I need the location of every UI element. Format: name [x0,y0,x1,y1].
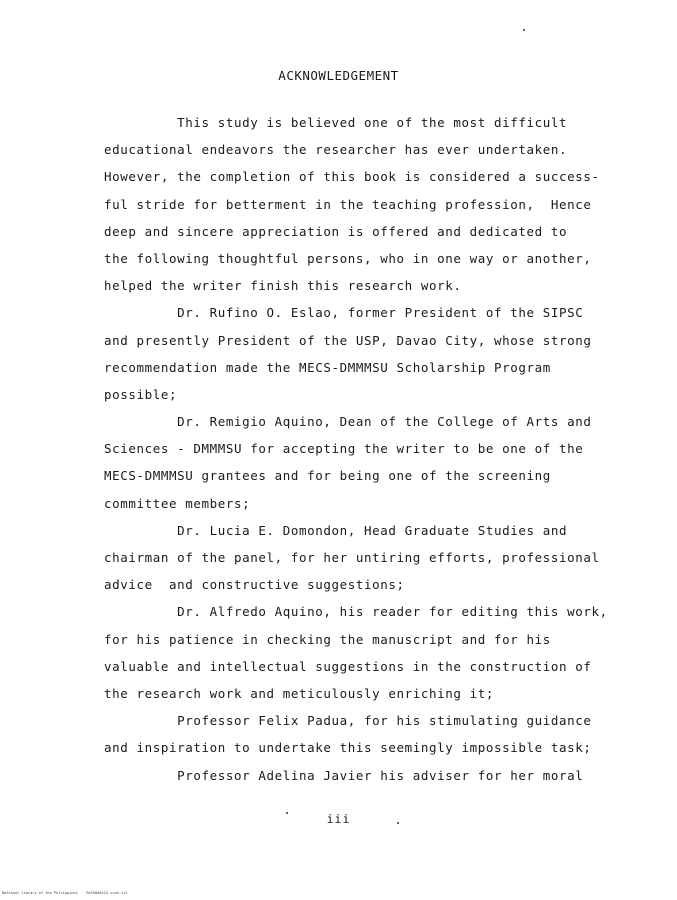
library-footer-note: National Library of the Philippines RGF0000123 scan iii [2,891,128,895]
text-line: advice and constructive suggestions; [104,577,405,593]
text-line: However, the completion of this book is considered a success- [104,169,600,185]
scan-speck [286,812,288,814]
text-line: valuable and intellectual suggestions in the construction of [104,658,592,674]
text-line: ful stride for betterment in the teaching profession, Hence [104,196,592,212]
acknowledgement-body [104,109,634,789]
scan-speck [523,29,525,31]
text-line: Dr. Alfredo Aquino, his reader for editing this work, [104,604,608,620]
text-line: Professor Felix Padua, for his stimulating guidance [104,713,592,729]
text-line: Sciences - DMMMSU for accepting the writer to be one of the [104,441,584,457]
text-line: Dr. Rufino O. Eslao, former President of the SIPSC [104,305,584,321]
text-line: deep and sincere appreciation is offered and dedicated to [104,223,568,239]
text-line: committee members; [104,495,251,511]
page-title: ACKNOWLEDGEMENT [278,68,399,83]
text-line: Dr. Remigio Aquino, Dean of the College of Arts and [104,414,592,430]
text-line: for his patience in checking the manuscript and for his [104,631,551,647]
text-line: recommendation made the MECS-DMMMSU Scholarship Program [104,359,551,375]
text-line: the research work and meticulously enriching it; [104,685,495,701]
text-line: possible; [104,386,178,402]
text-line: This study is believed one of the most difficult [104,115,568,130]
text-line: and presently President of the USP, Davao City, whose strong [104,332,592,348]
text-line: Dr. Lucia E. Domondon, Head Graduate Studies and [104,522,568,538]
text-line: and inspiration to undertake this seemingly impossible task; [104,740,592,756]
page-number: iii [326,812,351,826]
text-line: chairman of the panel, for her untiring efforts, professional [104,550,600,565]
scan-speck [397,822,399,824]
text-line: MECS-DMMMSU grantees and for being one of the screening [104,468,551,484]
text-line: the following thoughtful persons, who in one way or another, [104,250,592,266]
text-line: Professor Adelina Javier his adviser for her moral [104,767,584,783]
text-line: helped the writer finish this research work. [104,278,462,294]
text-line: educational endeavors the researcher has ever undertaken. [104,142,568,158]
